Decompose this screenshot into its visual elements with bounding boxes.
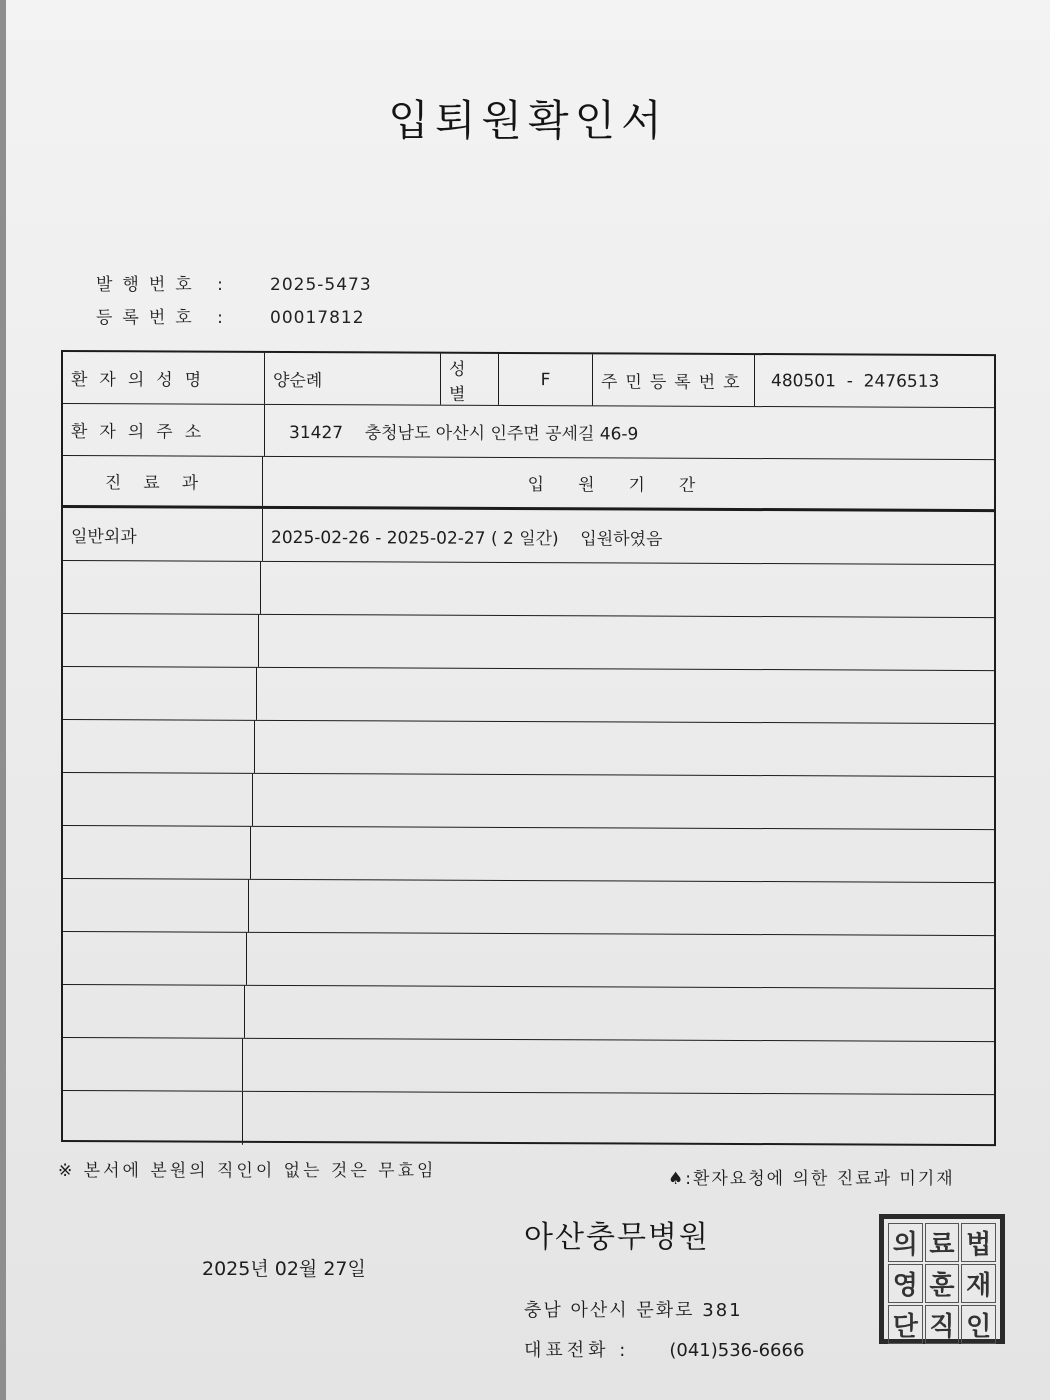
patient-address-value: 31427 충청남도 아산시 인주면 공세길 46-9: [289, 422, 639, 445]
dept-cell: [63, 985, 245, 1038]
dept-cell: [63, 773, 253, 826]
seal-glyph: 영: [888, 1264, 923, 1303]
period-cell: [261, 562, 994, 617]
table-row: [63, 720, 994, 777]
dept-cell: [63, 932, 247, 985]
document-title: 입퇴원확인서: [388, 96, 668, 145]
patient-name-row: [63, 352, 994, 408]
table-row: [63, 773, 994, 830]
period-cell: [253, 774, 994, 829]
seal-glyph: 단: [888, 1305, 923, 1344]
seal-glyph: 직: [925, 1305, 960, 1344]
seal-glyph: 법: [961, 1223, 996, 1262]
period-cell: [245, 986, 994, 1041]
dept-cell: [63, 561, 261, 614]
patient-name-label: 환자의성명: [63, 352, 265, 404]
registration-number-line: [96, 303, 365, 328]
rrn-label: 주민등록번호: [593, 354, 755, 406]
seal-glyph: 훈: [925, 1264, 960, 1303]
sex-value: F: [499, 354, 593, 405]
table-row: [63, 879, 994, 936]
phone-label: 대표전화 :: [524, 1340, 630, 1361]
patient-address-row: [63, 404, 994, 460]
admission-form-table: [61, 350, 996, 1146]
period-cell: [247, 933, 994, 988]
hospital-name: 아산충무병원: [524, 1220, 710, 1255]
table-row: [63, 826, 994, 883]
official-seal-stamp: [879, 1214, 1005, 1344]
registration-number-label: 등록번호 :: [96, 308, 233, 328]
period-cell: [255, 721, 994, 776]
patient-address-label: 환자의주소: [63, 404, 265, 456]
period-cell: [251, 827, 994, 882]
period-cell: [257, 668, 994, 723]
dept-cell: 일반외과: [63, 508, 263, 561]
table-row: [63, 561, 994, 618]
period-cell: [249, 880, 994, 935]
table-row: [63, 985, 994, 1042]
table-header-row: [63, 456, 994, 512]
period-header: 입원기간: [527, 475, 730, 496]
department-note: ♠:환자요청에 의한 진료과 미기재: [668, 1169, 955, 1189]
issue-number-label: 발행번호 :: [96, 275, 233, 295]
period-cell: [259, 615, 994, 670]
table-row: [63, 614, 994, 671]
rrn-value: 480501 - 2476513: [771, 370, 940, 392]
period-cell: [243, 1039, 994, 1094]
issue-number-line: [96, 270, 372, 295]
seal-glyph: 재: [961, 1264, 996, 1303]
patient-name-value: 양순례: [265, 353, 441, 405]
phone-number: (041)536-6666: [669, 1340, 805, 1361]
issue-date: 2025년 02월 27일: [202, 1258, 366, 1280]
validity-note: ※ 본서에 본원의 직인이 없는 것은 무효임: [58, 1161, 437, 1181]
hospital-phone: [524, 1336, 804, 1362]
period-cell: 2025-02-26 - 2025-02-27 ( 2 일간) 입원하였음: [271, 527, 663, 550]
table-row: [63, 508, 994, 565]
registration-number-value: 00017812: [270, 308, 365, 328]
dept-cell: [63, 1091, 243, 1145]
hospital-address: 충남 아산시 문화로 381: [524, 1300, 743, 1321]
document-page: [6, 0, 1050, 1400]
table-row: [63, 667, 994, 724]
period-cell: [243, 1092, 994, 1148]
dept-cell: [63, 1038, 243, 1091]
dept-cell: [63, 614, 259, 667]
sex-label: 성 별: [441, 354, 499, 405]
dept-cell: [63, 667, 257, 720]
table-row: [63, 932, 994, 989]
dept-header: 진료과: [63, 456, 263, 506]
seal-glyph: 의: [888, 1223, 923, 1262]
seal-glyph: 료: [925, 1223, 960, 1262]
issue-number-value: 2025-5473: [270, 275, 372, 295]
table-row: [63, 1038, 994, 1095]
dept-cell: [63, 879, 249, 932]
dept-cell: [63, 720, 255, 773]
dept-cell: [63, 826, 251, 879]
seal-glyph: 인: [961, 1305, 996, 1344]
table-row: [63, 1091, 994, 1148]
